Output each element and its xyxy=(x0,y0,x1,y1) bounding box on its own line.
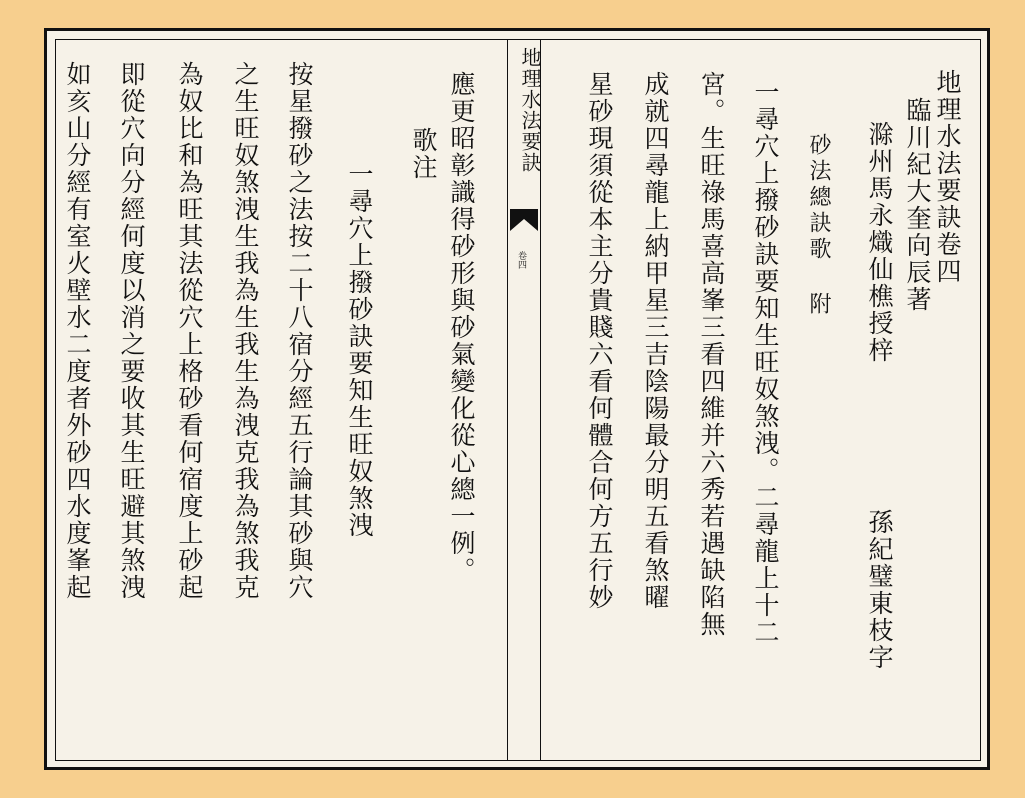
center-folio: 卷四 xyxy=(516,251,526,269)
editor-line: 孫紀璧東枝字 xyxy=(865,509,894,671)
page-border-frame xyxy=(44,28,990,770)
volume-title: 地理水法要訣卷四 xyxy=(933,69,962,285)
commentary-line-3: 為奴比和為旺其法從穴上格砂看何宿度上砂起 xyxy=(175,61,204,601)
fishtail-mark-icon xyxy=(510,209,538,231)
verse-line-1: 一尋穴上撥砂訣要知生旺奴煞洩。二尋龍上十二 xyxy=(751,79,780,646)
publisher-line: 滁州馬永熾仙樵授梓 xyxy=(865,121,894,364)
verse-line-4: 星砂現須從本主分貴賤六看何體合何方五行妙 xyxy=(585,71,614,611)
center-fold-band xyxy=(507,39,541,761)
commentary-line-4: 即從穴向分經何度以消之要收其生旺避其煞洩 xyxy=(117,61,146,601)
commentary-verse: 一尋穴上撥砂訣要知生旺奴煞洩 xyxy=(345,161,374,539)
commentary-line-2: 之生旺奴煞洩生我為生我生為洩克我為煞我克 xyxy=(231,61,260,601)
commentary-line-5: 如亥山分經有室火壁水二度者外砂四水度峯起 xyxy=(63,61,92,601)
verse-line-2: 宮。生旺祿馬喜高峯三看四維并六秀若遇缺陷無 xyxy=(697,71,726,638)
section-heading: 砂法總訣歌 附 xyxy=(806,133,831,318)
author-line: 臨川紀大奎向辰著 xyxy=(903,97,932,313)
commentary-line-1: 按星撥砂之法按二十八宿分經五行論其砂與穴 xyxy=(285,61,314,601)
commentary-heading: 歌注 xyxy=(409,127,438,181)
verse-line-3: 成就四尋龍上納甲星三吉陰陽最分明五看煞曜 xyxy=(641,71,670,611)
verse-line-5: 應更昭彰識得砂形與砂氣變化從心總一例。 xyxy=(447,71,476,584)
center-title: 地理水法要訣 xyxy=(518,47,542,173)
